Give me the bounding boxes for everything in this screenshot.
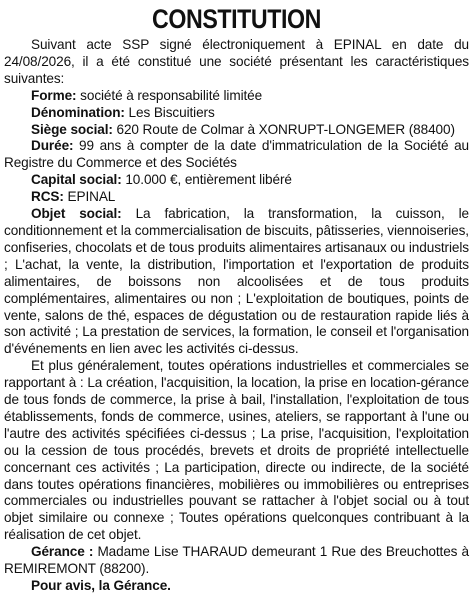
- field-value: 99 ans à compter de la date d'immatriculation de la Société au Registre du Commerce et des Sociétés: [4, 138, 469, 171]
- field-value: 620 Route de Colmar à XONRUPT-LONGEMER (88400): [112, 121, 455, 137]
- field-duree: [4, 138, 469, 172]
- field-label: Durée:: [31, 138, 74, 154]
- field-label: Forme:: [31, 87, 77, 103]
- field-objet: [4, 206, 469, 358]
- field-label: Dénomination:: [31, 104, 125, 120]
- field-value: EPINAL: [63, 189, 116, 205]
- intro-paragraph: Suivant acte SSP signé électroniquement à EPINAL en date du 24/08/2026, il a été constitué une société présentant les caractéristiques suivantes:: [4, 37, 469, 86]
- field-value: La fabrication, la transformation, la cuisson, le conditionnement et la commercialisation de biscuits, pâtisseries, viennoiseries, confiseries, chocolats et de tous produits alimentaires artisanaux ou industriels ; L'achat, la vente, la distribution, l'importation et l'exportation de produits alimentaires, de boissons non alcoolisées et de tous produits complémentaires, alimentaires ou non ; L'exploitation de boutiques, points de vente, salons de thé, espaces de dégustation ou de restauration rapide liés à son activité ; La prestation de services, la formation, le conseil et l'organisation d'événements en lien avec les activités ci-dessus.: [4, 206, 469, 357]
- field-forme: [4, 88, 469, 105]
- field-value: Madame Lise THARAUD demeurant 1 Rue des Breuchottes à REMIREMONT (88200).: [4, 544, 469, 577]
- general-paragraph: Et plus généralement, toutes opérations industrielles et commerciales se rapportant à : La création, l'acquisition, la location, la prise en location-gérance de tous fonds de commerce, la prise à bail, l'installation, l'exploitation de tous établissements, fonds de commerce, usines, ateliers, se rapportant à l'une ou l'autre des activités spécifiées ci-dessus ; La prise, l'acquisition, l'exploitation ou la cession de tous procédés, brevets et droits de propriété intellectuelle concernant ces activités ; La participation, directe ou indirecte, de la société dans toutes opérations financières, mobilières ou immobilières ou entreprises commerciales ou industrielles pouvant se rattacher à l'objet social ou à tout objet similaire ou connexe ; Toutes opérations quelconques contribuant à la réalisation de cet objet.: [4, 358, 469, 543]
- notice-title: CONSTITUTION: [152, 4, 321, 34]
- field-label: Objet social:: [31, 206, 122, 222]
- notice-body: [4, 37, 469, 595]
- field-gerance: [4, 544, 469, 578]
- field-label: RCS:: [31, 189, 64, 205]
- field-label: Gérance :: [31, 544, 94, 560]
- field-rcs: [4, 189, 469, 206]
- field-value: Les Biscuitiers: [124, 104, 215, 120]
- field-siege: [4, 122, 469, 139]
- field-value: société à responsabilité limitée: [76, 87, 263, 103]
- field-value: 10.000 €, entièrement libéré: [121, 172, 292, 188]
- signoff: Pour avis, la Gérance.: [31, 578, 171, 593]
- field-label: Siège social:: [31, 121, 113, 137]
- field-label: Capital social:: [31, 172, 122, 188]
- field-denomination: [4, 105, 469, 122]
- field-capital: [4, 172, 469, 189]
